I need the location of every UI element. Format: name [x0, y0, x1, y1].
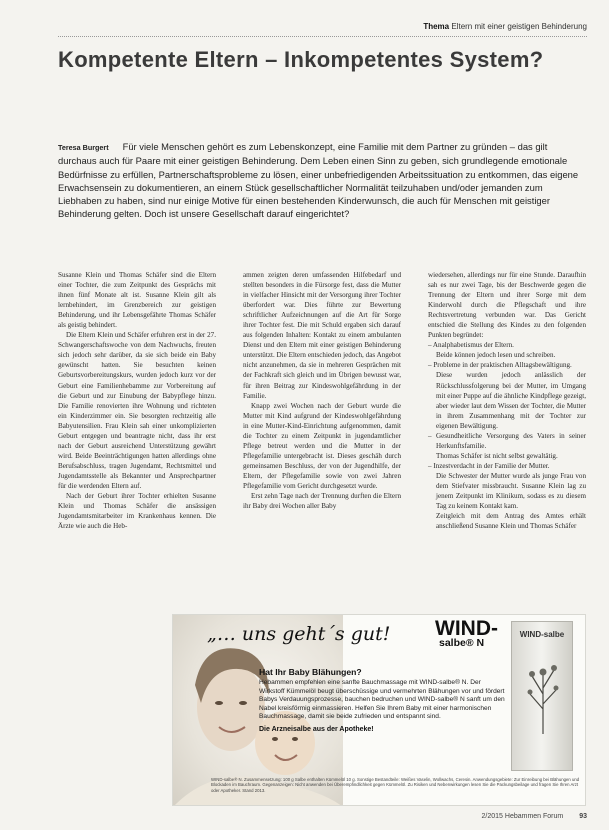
paragraph: Knapp zwei Wochen nach der Geburt wurde die Mutter mit Kind aufgrund der Kindeswohlgefährdung in eine Mutter-Kind-Einrichtung aufgenommen, damit die Tochter zu einem Zeitpunkt in jugendamtlicher Pflege betreut werden und die Mutter in der Pflegefamilie untergebracht ist. Dieses geschäh durch gemeinsamen Beschluss, der von der Jugendhilfe, der Eltern, der Pflegefamilie sowie von zwei Jahren Pflegefamilie vom Gericht durchgesetzt wurde. [243, 401, 401, 490]
header-tag [423, 22, 587, 31]
rubric-label: Thema [423, 22, 450, 31]
header-rule [58, 36, 587, 37]
bullet-comment: Beide können jedoch lesen und schreiben. [436, 351, 556, 360]
ad-copy [259, 667, 505, 735]
ad-slogan: „… uns geht´s gut! [207, 623, 391, 645]
product-package [511, 621, 573, 771]
brand-name: WIND- [435, 617, 498, 640]
advertisement[interactable] [172, 614, 586, 806]
paragraph: Die Eltern Klein und Schäfer erfuhren erst in der 27. Schwangerschaftswoche von dem Nachwuchs, freuten sich jedoch sehr darüber, da sie sich beide ein Baby gewünscht hatten. Sie besuchten keinen Geburtsvorbereitungskurs, wurden jedoch kurz vor der Geburt eine Familienhebamme zur Vorbereitung auf die Geburt und zur Einubung der Babypflege hinzu. Die Familie renovierten ihre Wohnung und richteten ein Kinderzimmer ein. Sie besorgten rechtzeitig alle Babyutensilien. Frau Klein sah einer unkomplizierten Geburt entgegen und beantragte nicht, dass ihr erst nach der Geburt ausreichend Unterstützung gewährt wird. Beide Beeinträchtigungen hatten allerdings ohne Berufsabschluss, tragen Jugendamt, Rechtsmittel und Jugendamtsstelle als Bekannter und Ansprechpartner für die werdenden Eltern auf. [58, 331, 216, 490]
page-number: 93 [579, 813, 587, 820]
author-name: Teresa Burgert [58, 143, 109, 152]
bullet-item: – Probleme in der praktischen Alltagsbewältigung. [428, 361, 572, 370]
package-label: WIND-salbe [519, 630, 565, 639]
page-footer [482, 813, 587, 820]
brand-logo [435, 617, 498, 649]
ad-headline: Hat Ihr Baby Blähungen? [259, 667, 362, 677]
paragraph: Susanne Klein und Thomas Schäfer sind die Eltern einer Tochter, die zum Zeitpunkt des Gesprächs mit ihnen fünf Monate alt ist. Susanne Klein gilt als lernbehindert, im Grenzbereich zur geistigen Behinderung, und ihr Lebensgefährte Thomas Schäfer als geistig behindert. [58, 271, 216, 330]
ad-tagline: Die Arzneisalbe aus der Apotheke! [259, 725, 374, 733]
closing-line: Zeitgleich mit dem Antrag des Amtes erhält anschließend Susanne Klein und Thomas Schäfer [436, 512, 586, 531]
bullet-item: – Analphabetismus der Eltern. [428, 341, 514, 350]
paragraph: ammen zeigten deren umfassenden Hilfebedarf und stellten besonders in die Fürsorge fest, dass die Mutter in vielfacher Hinsicht mit der Versorgung ihrer Tochter überfordert war. Dies führte zur Bewertung schriftlicher Aufzeichnungen auf die Art für Sorge ihrer Tochter fest. Die mit Schuld ergaben sich darauf aus folgenden Inhalten: Kontakt zu einem ambulanten Dienst und den Eltern mit einer geistigen Behinderung unterstützt. Die Eltern entschieden jedoch, das Angebot nicht anzunehmen, da sie in mehreren Gesprächen mit der Fachkraft sich gleich und im Übrigen bewusst war, für ihren Beitrag zur Kindeswohlgefährdung in der Familie. [243, 271, 401, 400]
text-column-2 [243, 270, 401, 511]
text-column-1 [58, 270, 216, 531]
bullet-comment: Die Schwester der Mutter wurde als junge Frau von dem Stiefvater missbraucht. Susanne Klein lag zu jenem Zeitpunkt im Klinikum, sodass es zu diesem Tag zu keinem Kontakt kam. [436, 471, 586, 511]
caraway-plant-icon [526, 654, 560, 734]
brand-subline: salbe® N [439, 637, 485, 649]
page-title: Kompetente Eltern – Inkompetentes System? [58, 47, 544, 72]
lead-text: Für viele Menschen gehört es zum Lebenskonzept, eine Familie mit dem Partner zu gründen – das gilt durchaus auch für Paare mit einer geistigen Behinderung. Dem Leben einen Sinn zu geben, sich grundlegende emotionale Bedürfnisse zu erfüllen, Partnerschaftsprobleme zu lösen, einer unbefriedigenden Arbeitssituation zu entkommen, das eigene Erwachsensein zu dokumentieren, an einem Stück gesellschaftlicher Normalität teilzuhaben und/oder jemanden zum Liebhaben zu haben, sind nur einige Motive für einen bestehenden Kinderwunsch, die auch für Menschen mit geistiger Behinderung gelten. Doch ist unsere Gesellschaft darauf eingerichtet? [58, 141, 579, 220]
paragraph: wiedersehen, allerdings nur für eine Stunde. Daraufhin sah es nur zwei Tage, bis der Beschwerde gegen die Trennung der Eltern und ihrer Sorge mit dem Kinderwohl durch die Pflegschaft und ihre Rechtsvertretung verbunden war. Das Gericht entschied die Stellung des Kindes zu den folgenden Punkten begründet: [428, 271, 586, 340]
bullet-item: – Gesundheitliche Versorgung des Vaters in seiner Herkunftsfamilie. [428, 431, 586, 450]
topic-label: Eltern mit einer geistigen Behinderung [451, 22, 587, 31]
bullet-item: – Inzestverdacht in der Familie der Mutter. [428, 461, 550, 470]
text-column-3 [428, 270, 586, 531]
ad-legal-text: WIND-salbe® N. Zusammensetzung: 100 g Salbe enthalten Kümmelöl 10 g. Sonstige Bestandteile: Weißes Vaselin, Wollwachs, Ceresin. Anwendungsgebiete: Zur Einreibung bei Blähungen und Blockaden im Bauchraum. Gegenanzeigen: Nicht anwenden bei Überempfindlichkeit gegen Kümmelöl. Zu Risiken und Nebenwirkungen lesen Sie die Packungsbeilage und fragen Sie Ihren Arzt oder Apotheker. Stand 2013. [211, 777, 580, 793]
bullet-comment: Thomas Schäfer ist nicht selbst gewaltätig. [436, 451, 558, 460]
ad-body-text: Hebammen empfehlen eine sanfte Bauchmassage mit WIND-salbe® N. Der Wirkstoff Kümmelöl beugt überschüssige und vermehrten Blähungen vor und fördert Babys Verdauungsprozesse, bauchen bedruchen und WIND-salbe® N sanft um den Nabel kreisförmig einmassieren. Helfen Sie Ihrem Baby mit einer harmonischen Bauchmassage, damit sie beide zufrieden und entspannt sind. [259, 679, 505, 721]
issue-info: 2/2015 Hebammen Forum [481, 813, 564, 820]
paragraph: Nach der Geburt ihrer Tochter erhielten Susanne Klein und Thomas Schäfer die ansässigen Jugendamtsmitarbeiter im Krankenhaus kennen. Die Ärzte wie auch die Heb- [58, 492, 216, 531]
lead-paragraph [58, 140, 588, 221]
bullet-comment: Diese wurden jedoch anlässlich der Rückschlussfolgerung bei der Mutter, im Umgang mit einer Puppe auf die ähnliche Kindpflege gezeigt, aber wieder laut dem Wissen der Tochter, die Mutter in ihrem Zusammenhang mit der Tochter zur eigenen Bewältigung. [436, 371, 586, 430]
paragraph: Erst zehn Tage nach der Trennung durften die Eltern ihr Baby drei Wochen aller Baby [243, 492, 401, 511]
